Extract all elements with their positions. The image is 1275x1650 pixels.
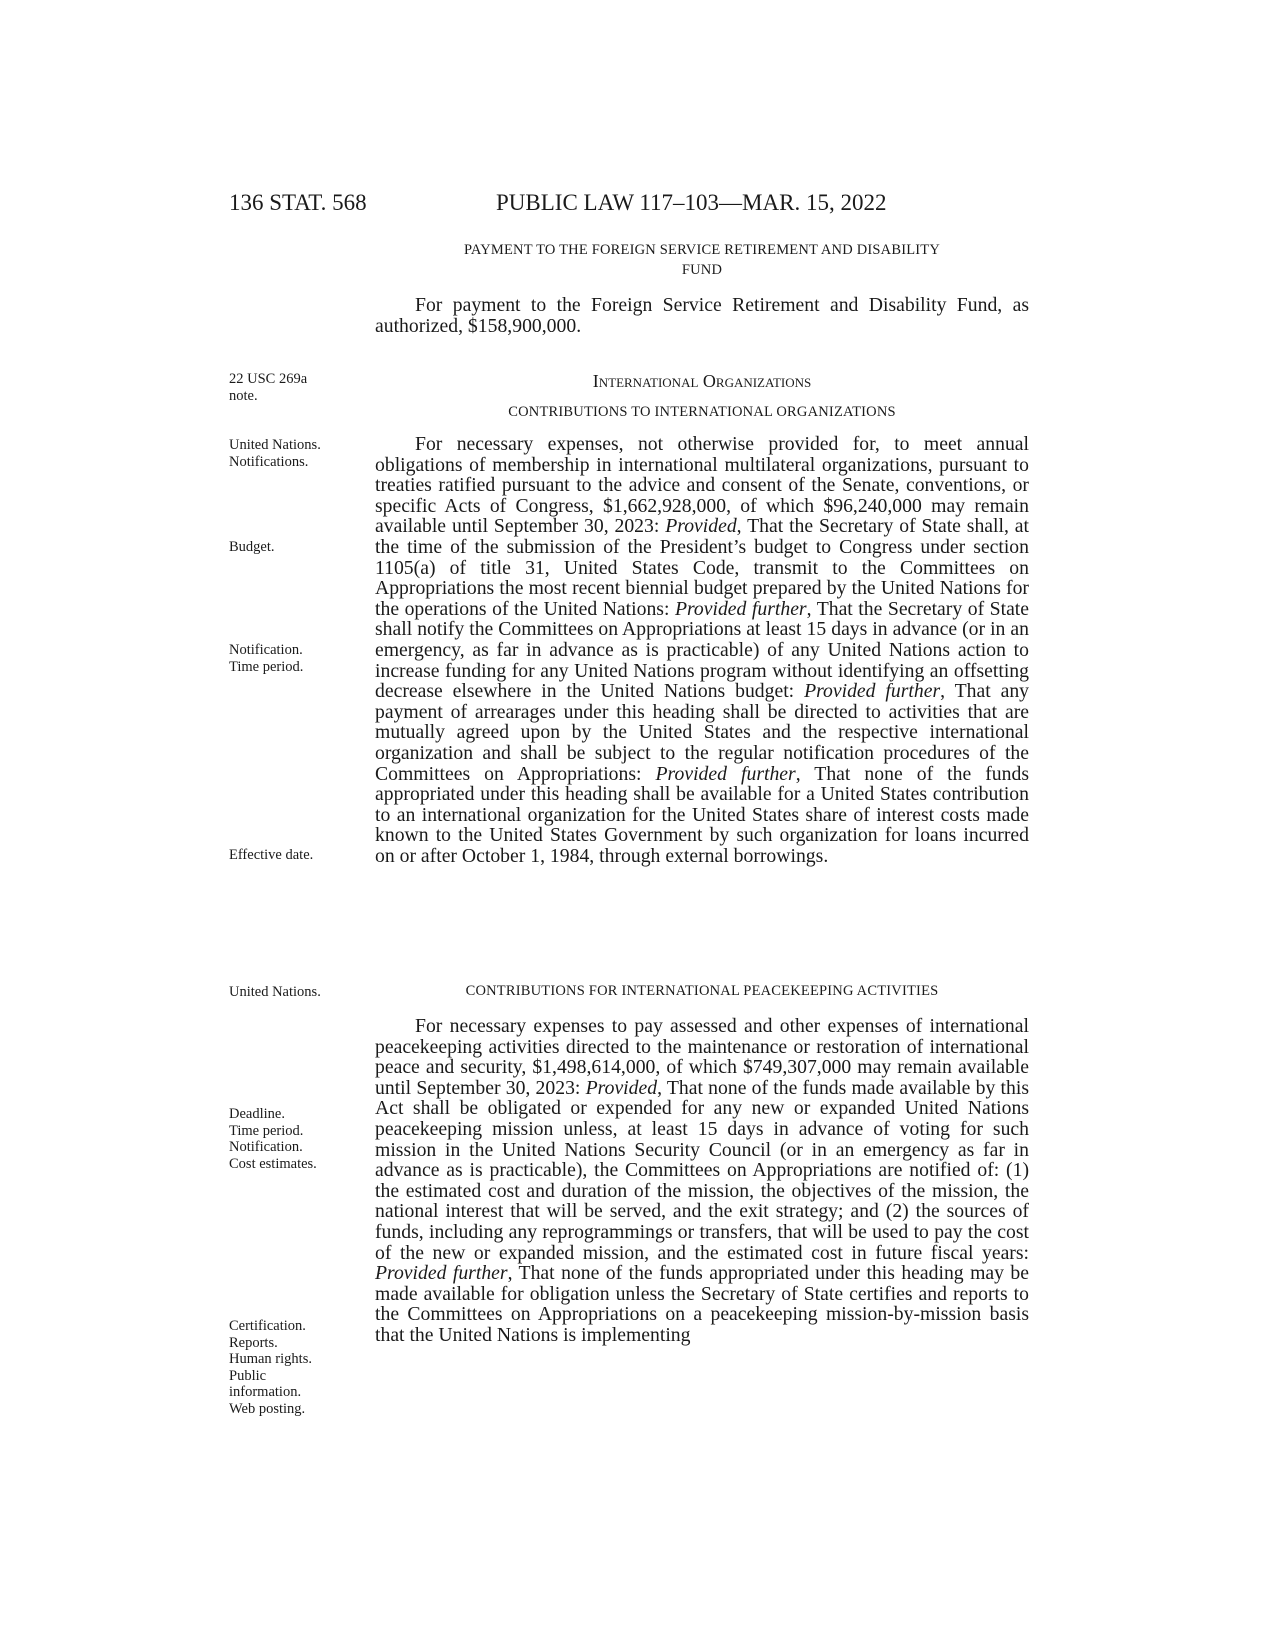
- cipa-paragraph: For necessary expenses to pay assessed and other expenses of international peacekeeping activities directed to the maintenance or restoration of international peace and security, $1,498,614,000, of which $749,307,000 may remain available until September 30, 2023: Provided, That none of the funds made available by this Act shall be obligated or expended for any new or expanded United Nations peacekeeping mission unless, at least 15 days in advance of voting for such mission in the United Nations Security Council (or in an emergency as far in advance as is practicable), the Committees on Appropriations are notified of: (1) the estimated cost and duration of the mission, the objectives of the mission, the national interest that will be served, and the exit strategy; and (2) the sources of funds, including any reprogrammings or transfers, that will be used to pay the cost of the new or expanded mission, and the estimated cost in future fiscal years: Provided further, That none of the funds appropriated under this heading may be made available for obligation unless the Secretary of State certifies and reports to the Committees on Appropriations on a peacekeeping mission-by-mission basis that the United Nations is implementing: [375, 1015, 1030, 1346]
- cio-heading: CONTRIBUTIONS TO INTERNATIONAL ORGANIZATIONS: [508, 404, 896, 420]
- public-law-title: PUBLIC LAW 117–103—MAR. 15, 2022: [496, 190, 887, 215]
- fsrdf-paragraph: For payment to the Foreign Service Retirement and Disability Fund, as authorized, $158,900,000.: [375, 294, 1029, 337]
- cio-paragraph: For necessary expenses, not otherwise provided for, to meet annual obligations of membership in international multilateral organizations, pursuant to treaties ratified pursuant to the advice and consent of the Senate, conventions, or specific Acts of Congress, $1,662,928,000, of which $96,240,000 may remain available until September 30, 2023: Provided, That the Secretary of State shall, at the time of the submission of the President’s budget to Congress under section 1105(a) of title 31, United States Code, transmit to the Committees on Appropriations the most recent biennial budget prepared by the United Nations for the operations of the United Nations: Provided further, That the Secretary of State shall notify the Committees on Appropriations at least 15 days in advance (or in an emergency, as far in advance as is practicable) of any United Nations action to increase funding for any United Nations program without identifying an offsetting decrease elsewhere in the United Nations budget: Provided further, That any payment of arrearages under this heading shall be directed to activities that are mutually agreed upon by the United States and the respective international organization and shall be subject to the regular notification procedures of the Committees on Appropriations: Provided further, That none of the funds appropriated under this heading shall be available for a United States contribution to an international organization for the United States share of interest costs made known to the United States Government by such organization for loans incurred on or after October 1, 1984, through external borrowings.: [375, 433, 1030, 867]
- cipa-heading: CONTRIBUTIONS FOR INTERNATIONAL PEACEKEEPING ACTIVITIES: [465, 983, 939, 999]
- margin-note-un-notifications: United Nations. Notifications.: [229, 437, 321, 470]
- fsrdf-heading: [375, 240, 1029, 280]
- margin-note-certification-group: Certification. Reports. Human rights. Public information. Web posting.: [229, 1318, 312, 1417]
- stat-page-number: 136 STAT. 568: [229, 190, 367, 215]
- margin-note-usc: 22 USC 269a note.: [229, 371, 308, 404]
- margin-note-budget: Budget.: [229, 539, 275, 555]
- margin-note-notification-time: Notification. Time period.: [229, 642, 304, 675]
- fsrdf-heading-line1: PAYMENT TO THE FOREIGN SERVICE RETIREMENT AND DISABILITY: [463, 242, 941, 258]
- margin-note-deadline-group: Deadline. Time period. Notification. Cost estimates.: [229, 1106, 317, 1172]
- margin-note-united-nations: United Nations.: [229, 984, 321, 1000]
- margin-note-effective-date: Effective date.: [229, 847, 314, 863]
- fsrdf-heading-line2: FUND: [681, 262, 723, 278]
- international-organizations-title: International Organizations: [592, 371, 812, 391]
